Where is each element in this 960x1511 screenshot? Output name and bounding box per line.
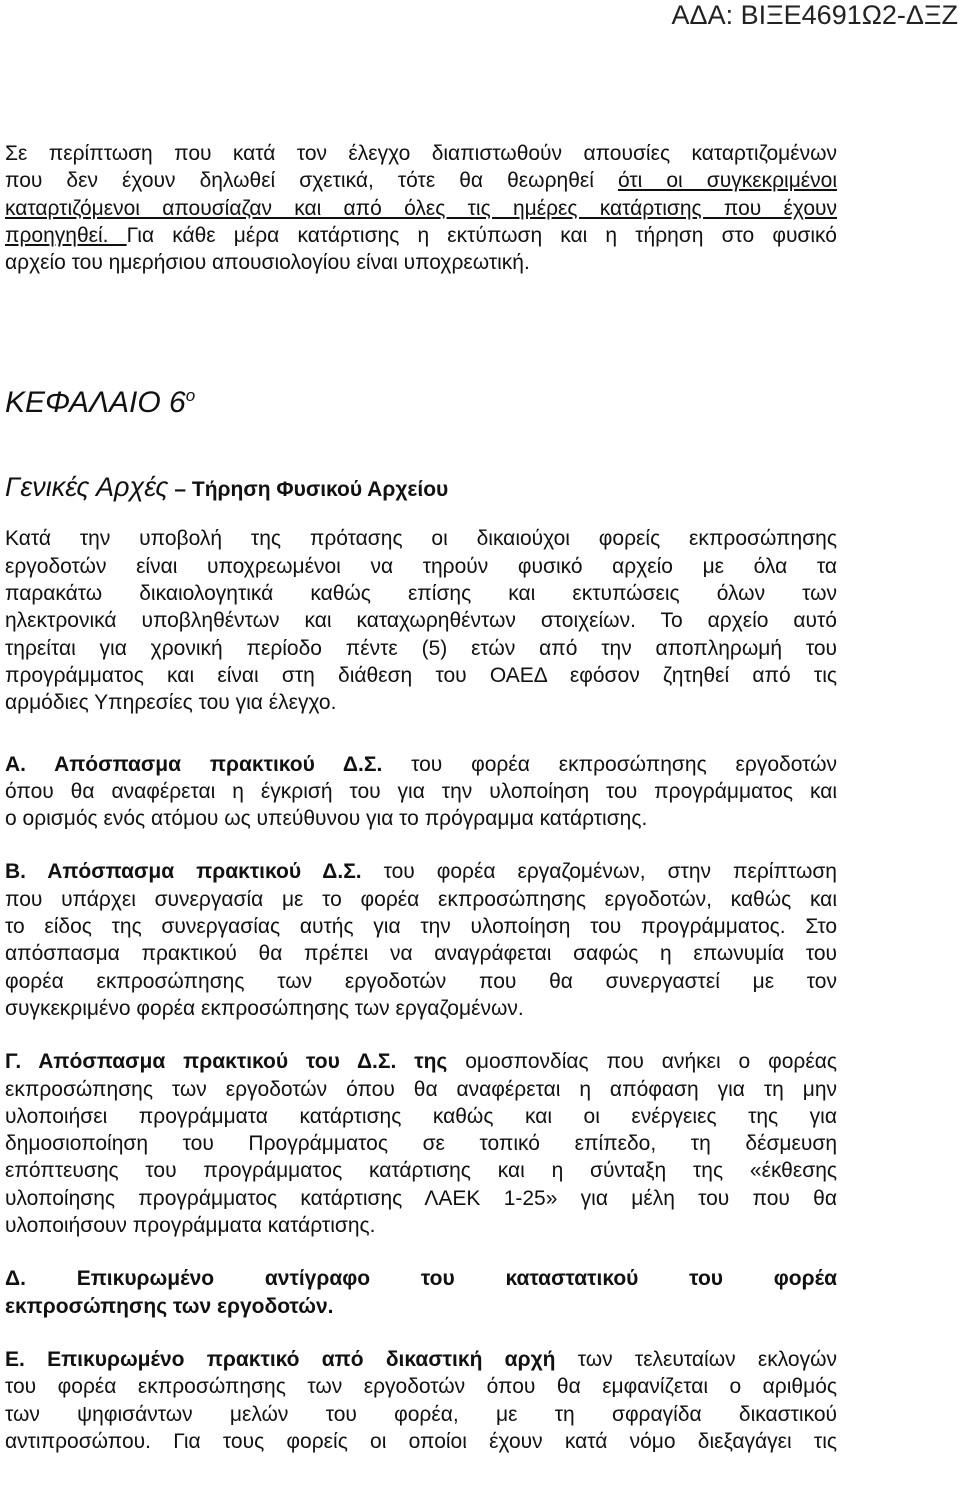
- text-line: που υπάρχει συνεργασία με το φορέα εκπροσώπησης εργοδοτών, καθώς και: [5, 887, 837, 911]
- text-line: αρχείο του ημερήσιου απουσιολογίου είναι υποχρεωτική.: [5, 251, 530, 275]
- text-line: προγράμματος και είναι στη διάθεση του ΟΑΕΔ εφόσον ζητηθεί από τις: [5, 663, 837, 687]
- text-line: υλοποιήσουν προγράμματα κατάρτισης.: [5, 1214, 376, 1238]
- text-line: εκπροσώπησης των εργοδοτών.: [5, 1294, 334, 1318]
- text-line: αντιπροσώπου. Για τους φορείς οι οποίοι έχουν κατά νόμο διεξαγάγει τις: [5, 1429, 837, 1453]
- text-line: Α. Απόσπασμα πρακτικού Δ.Σ. του φορέα εκπροσώπησης εργοδοτών: [5, 752, 837, 776]
- document-page: [5, 140, 837, 1455]
- paragraph-absences: [5, 140, 837, 276]
- text-line: εκπροσώπησης των εργοδοτών όπου θα αναφέρεται η απόφαση για τη μην: [5, 1077, 837, 1101]
- item-a: [5, 751, 837, 833]
- section-heading: Γενικές Αρχές – Τήρηση Φυσικού Αρχείου: [5, 472, 449, 503]
- paragraph-general: [5, 525, 837, 716]
- item-c: [5, 1048, 837, 1239]
- text-line: δημοσιοποίηση του Προγράμματος σε τοπικό επίπεδο, τη δέσμευση: [5, 1132, 837, 1156]
- item-e: [5, 1346, 837, 1455]
- text-line: εργοδοτών είναι υποχρεωμένοι να τηρούν φυσικό αρχείο με όλα τα: [5, 554, 837, 578]
- text-line: φορέα εκπροσώπησης των εργοδοτών που θα συνεργαστεί με τον: [5, 969, 837, 993]
- item-b: [5, 858, 837, 1022]
- text-line: Β. Απόσπασμα πρακτικού Δ.Σ. του φορέα εργαζομένων, στην περίπτωση: [5, 860, 837, 884]
- text-line: τηρείται για χρονική περίοδο πέντε (5) ετών από την αποπληρωμή του: [5, 636, 837, 660]
- text-line: Ε. Επικυρωμένο πρακτικό από δικαστική αρχή των τελευταίων εκλογών: [5, 1347, 837, 1371]
- text-line: υλοποίησης προγράμματος κατάρτισης ΛΑΕΚ 1-25» για μέλη του που θα: [5, 1186, 837, 1210]
- text-line: αρμόδιες Υπηρεσίες του για έλεγχο.: [5, 691, 337, 715]
- text-line: του φορέα εκπροσώπησης των εργοδοτών όπου θα εμφανίζεται ο αριθμός: [5, 1375, 837, 1399]
- ada-header: ΑΔΑ: ΒΙΞΕ4691Ω2-ΔΞΖ: [671, 0, 958, 30]
- item-d: [5, 1265, 837, 1320]
- text-line: υλοποιήσει προγράμματα κατάρτισης καθώς και οι ενέργειες της για: [5, 1104, 837, 1128]
- text-line: Δ. Επικυρωμένο αντίγραφο του καταστατικού του φορέα: [5, 1267, 837, 1291]
- text-line: προηγηθεί. Για κάθε μέρα κατάρτισης η εκτύπωση και η τήρηση στο φυσικό: [5, 223, 837, 247]
- text-line: ηλεκτρονικά υποβληθέντων και καταχωρηθέντων στοιχείων. Το αρχείο αυτό: [5, 609, 837, 633]
- text-line: Κατά την υποβολή της πρότασης οι δικαιούχοι φορείς εκπροσώπησης: [5, 527, 837, 551]
- text-line: καταρτιζόμενοι απουσίαζαν και από όλες τις ημέρες κατάρτισης που έχουν: [5, 196, 837, 220]
- text-line: ο ορισμός ενός ατόμου ως υπεύθυνου για το πρόγραμμα κατάρτισης.: [5, 807, 648, 831]
- text-line: Γ. Απόσπασμα πρακτικού του Δ.Σ. της ομοσπονδίας που ανήκει ο φορέας: [5, 1050, 837, 1074]
- text-line: όπου θα αναφέρεται η έγκρισή του για την υλοποίηση του προγράμματος και: [5, 779, 837, 803]
- text-line: απόσπασμα πρακτικού θα πρέπει να αναγράφεται σαφώς η επωνυμία του: [5, 942, 837, 966]
- text-line: Σε περίπτωση που κατά τον έλεγχο διαπιστωθούν απουσίες καταρτιζομένων: [5, 142, 837, 165]
- text-line: παρακάτω δικαιολογητικά καθώς επίσης και εκτυπώσεις όλων των: [5, 582, 837, 606]
- text-line: το είδος της συνεργασίας αυτής για την υλοποίηση του προγράμματος. Στο: [5, 915, 837, 939]
- text-line: που δεν έχουν δηλωθεί σχετικά, τότε θα θεωρηθεί ότι οι συγκεκριμένοι: [5, 169, 837, 193]
- text-line: επόπτευσης του προγράμματος κατάρτισης και η σύνταξη της «έκθεσης: [5, 1159, 837, 1183]
- text-line: των ψηφισάντων μελών του φορέα, με τη σφραγίδα δικαστικού: [5, 1402, 837, 1426]
- chapter-heading: ΚΕΦΑΛΑΙΟ $6^o$: [5, 386, 196, 420]
- text-line: συγκεκριμένο φορέα εκπροσώπησης των εργαζομένων.: [5, 996, 524, 1020]
